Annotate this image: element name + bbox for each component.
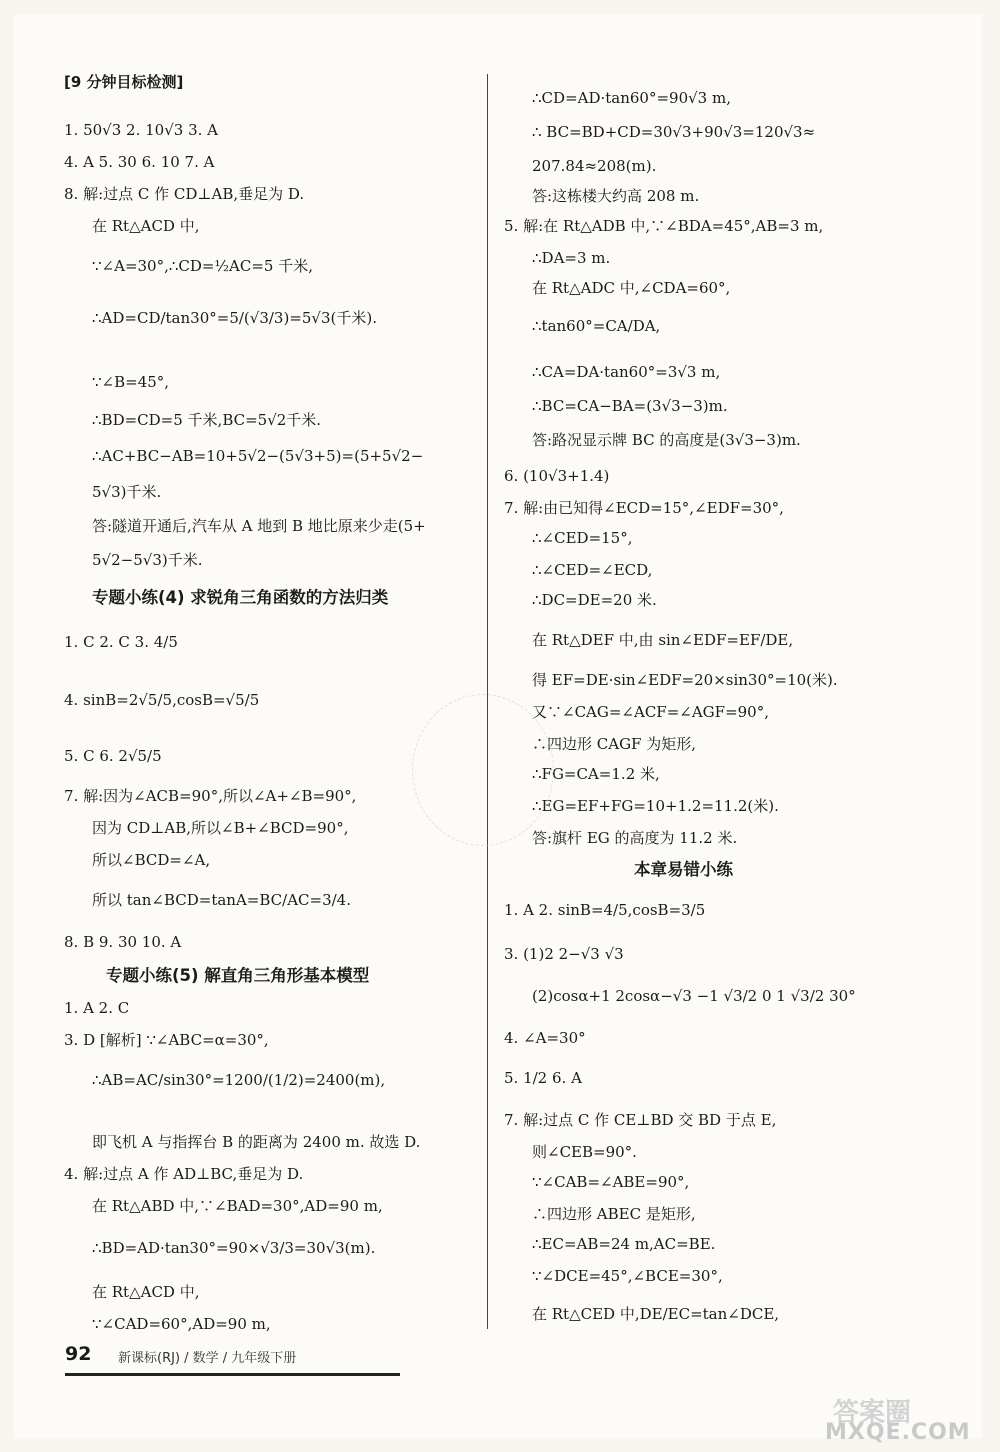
section-heading: 专题小练(4) 求锐角三角函数的方法归类 xyxy=(92,588,389,607)
answer-line: ∴DA=3 m. xyxy=(532,249,611,267)
page-number: 92 xyxy=(65,1343,92,1365)
answer-line: ∴tan60°=CA/DA, xyxy=(532,317,661,335)
answer-line: 3. (1)2 2−√3 √3 xyxy=(504,945,624,963)
answer-line: 5. 1/2 6. A xyxy=(504,1069,582,1087)
page-footer xyxy=(65,1343,400,1377)
answer-line: ∴BD=CD=5 千米,BC=5√2千米. xyxy=(92,411,322,429)
answer-line: 7. 解:过点 C 作 CE⊥BD 交 BD 于点 E, xyxy=(504,1111,777,1129)
section-heading: 本章易错小练 xyxy=(634,860,733,879)
answer-line: ∴FG=CA=1.2 米, xyxy=(532,765,660,783)
answer-line: ∴四边形 CAGF 为矩形, xyxy=(532,735,697,753)
answer-line: 答:旗杆 EG 的高度为 11.2 米. xyxy=(532,829,738,847)
answer-line: ∴四边形 ABEC 是矩形, xyxy=(532,1205,696,1223)
answer-line: 在 Rt△ACD 中, xyxy=(92,1283,200,1301)
answer-line: 5. 解:在 Rt△ADB 中,∵∠BDA=45°,AB=3 m, xyxy=(504,217,824,235)
answer-line: ∴AC+BC−AB=10+5√2−(5√3+5)=(5+5√2− xyxy=(92,447,424,465)
answer-line: ∵∠B=45°, xyxy=(92,373,170,391)
section-heading: 专题小练(5) 解直角三角形基本模型 xyxy=(106,966,370,985)
answer-line: 得 EF=DE·sin∠EDF=20×sin30°=10(米). xyxy=(532,671,838,689)
answer-line: 4. 解:过点 A 作 AD⊥BC,垂足为 D. xyxy=(64,1165,304,1183)
answer-line: 6. (10√3+1.4) xyxy=(504,467,610,485)
answer-line: 3. D [解析] ∵∠ABC=α=30°, xyxy=(64,1031,269,1049)
watermark-logo: 答案圈 xyxy=(833,1398,912,1428)
answer-line: 4. ∠A=30° xyxy=(504,1029,586,1047)
answer-line: ∴BD=AD·tan30°=90×√3/3=30√3(m). xyxy=(92,1239,376,1257)
answer-line: ∵∠DCE=45°,∠BCE=30°, xyxy=(532,1267,723,1285)
answer-line: ∴BC=CA−BA=(3√3−3)m. xyxy=(532,397,728,415)
answer-line: 5. C 6. 2√5/5 xyxy=(64,747,162,765)
answer-line: ∵∠CAB=∠ABE=90°, xyxy=(532,1173,690,1191)
answer-line: 则∠CEB=90°. xyxy=(532,1143,637,1161)
answer-line: [9 分钟目标检测] xyxy=(64,73,184,91)
footer-rule xyxy=(65,1373,400,1376)
answer-line: (2)cosα+1 2cosα−√3 −1 √3/2 0 1 √3/2 30° xyxy=(532,987,856,1005)
answer-line: ∴∠CED=15°, xyxy=(532,529,633,547)
answer-line: 又∵∠CAG=∠ACF=∠AGF=90°, xyxy=(532,703,769,721)
answer-line: 8. B 9. 30 10. A xyxy=(64,933,182,951)
answer-line: 5√3)千米. xyxy=(92,483,162,501)
answer-line: 8. 解:过点 C 作 CD⊥AB,垂足为 D. xyxy=(64,185,305,203)
answer-line: ∴EG=EF+FG=10+1.2=11.2(米). xyxy=(532,797,779,815)
answer-line: ∴EC=AB=24 m,AC=BE. xyxy=(532,1235,716,1253)
answer-line: ∴AD=CD/tan30°=5/(√3/3)=5√3(千米). xyxy=(92,309,378,327)
watermark-site: MXQE.COM xyxy=(825,1420,971,1445)
answer-line: 所以∠BCD=∠A, xyxy=(92,851,211,869)
answer-line: 在 Rt△DEF 中,由 sin∠EDF=EF/DE, xyxy=(532,631,794,649)
answer-line: ∵∠CAD=60°,AD=90 m, xyxy=(92,1315,271,1333)
answer-line: 在 Rt△ABD 中,∵∠BAD=30°,AD=90 m, xyxy=(92,1197,383,1215)
answer-line: 在 Rt△CED 中,DE/EC=tan∠DCE, xyxy=(532,1305,780,1323)
site-watermark xyxy=(815,1392,990,1448)
answer-line: 7. 解:因为∠ACB=90°,所以∠A+∠B=90°, xyxy=(64,787,357,805)
paper-smudge xyxy=(412,694,554,846)
answer-line: ∴CD=AD·tan60°=90√3 m, xyxy=(532,89,731,107)
answer-line: 1. 50√3 2. 10√3 3. A xyxy=(64,121,218,139)
book-info: 新课标(RJ) / 数学 / 九年级下册 xyxy=(118,1351,297,1366)
answer-line: 5√2−5√3)千米. xyxy=(92,551,203,569)
answer-line: 因为 CD⊥AB,所以∠B+∠BCD=90°, xyxy=(92,819,349,837)
answer-line: ∴∠CED=∠ECD, xyxy=(532,561,653,579)
answer-line: 所以 tan∠BCD=tanA=BC/AC=3/4. xyxy=(92,891,351,909)
answer-line: 1. C 2. C 3. 4/5 xyxy=(64,633,178,651)
answer-line: ∵∠A=30°,∴CD=½AC=5 千米, xyxy=(92,257,313,275)
answer-line: 4. A 5. 30 6. 10 7. A xyxy=(64,153,215,171)
answer-line: ∴AB=AC/sin30°=1200/(1/2)=2400(m), xyxy=(92,1071,386,1089)
answer-line: ∴CA=DA·tan60°=3√3 m, xyxy=(532,363,721,381)
answer-line: 在 Rt△ADC 中,∠CDA=60°, xyxy=(532,279,731,297)
answer-line: 在 Rt△ACD 中, xyxy=(92,217,200,235)
answer-line: 207.84≈208(m). xyxy=(532,157,657,175)
answer-line: 1. A 2. sinB=4/5,cosB=3/5 xyxy=(504,901,706,919)
answer-line: 4. sinB=2√5/5,cosB=√5/5 xyxy=(64,691,260,709)
answer-line: 1. A 2. C xyxy=(64,999,130,1017)
answer-line: 答:隧道开通后,汽车从 A 地到 B 地比原来少走(5+ xyxy=(92,517,426,535)
answer-line: ∴ BC=BD+CD=30√3+90√3=120√3≈ xyxy=(532,123,816,141)
answer-line: 7. 解:由已知得∠ECD=15°,∠EDF=30°, xyxy=(504,499,784,517)
answer-line: ∴DC=DE=20 米. xyxy=(532,591,657,609)
answer-line: 答:路况显示牌 BC 的高度是(3√3−3)m. xyxy=(532,431,801,449)
answer-line: 答:这栋楼大约高 208 m. xyxy=(532,187,700,205)
answer-line: 即飞机 A 与指挥台 B 的距离为 2400 m. 故选 D. xyxy=(92,1133,421,1151)
answer-page xyxy=(14,14,982,1438)
